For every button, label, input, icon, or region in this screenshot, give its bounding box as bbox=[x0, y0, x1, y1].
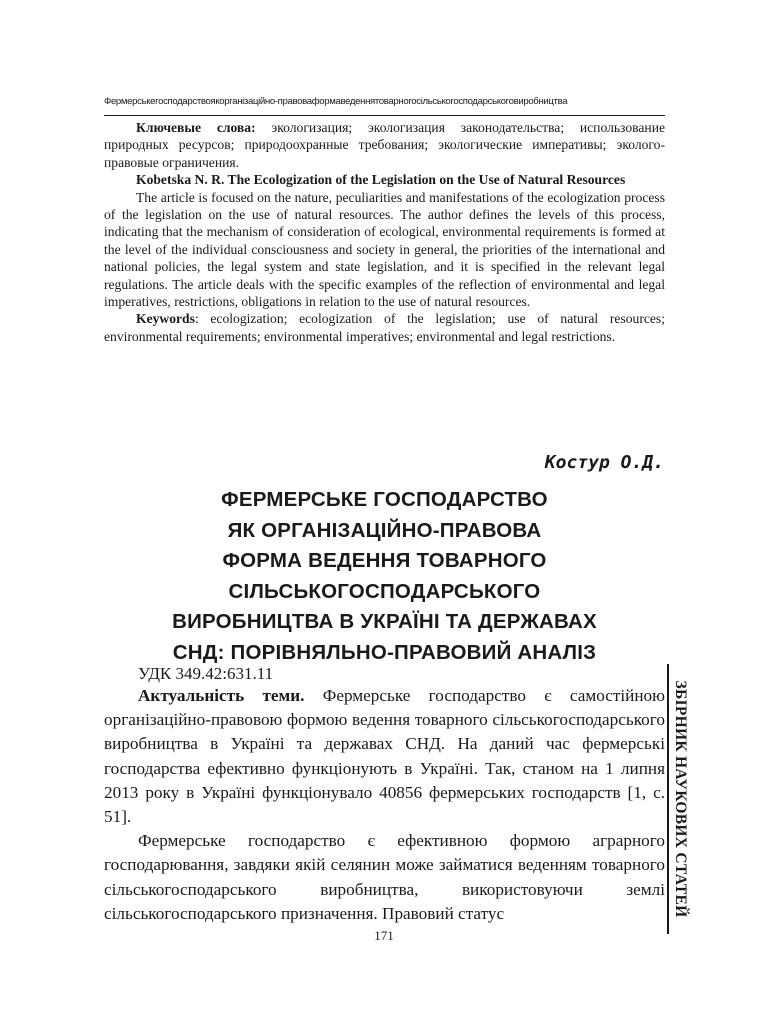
abstract-block bbox=[104, 119, 665, 345]
article-body bbox=[104, 684, 665, 926]
abstract-en-body: The article is focused on the nature, peculiarities and manifestations of the ecologization process of the legislation on the use of natural resources. The author defines the levels of this process, indicating that the mechanism of consideration of ecological, environmental requirements is formed at the level of the individual consciousness and society in general, the priorities of the international and national policies, the legal system and state legislation, and it is specified in the relevant legal regulations. The article deals with the specific examples of the reflection of environmental and legal imperatives, restrictions, obligations in relation to the use of natural resources. bbox=[104, 189, 665, 310]
abstract-ru-keywords bbox=[104, 119, 665, 171]
abstract-en-keywords-text: : ecologization; ecologization of the legislation; use of natural resources; environmental requirements; environmental imperatives; environmental and legal restrictions. bbox=[104, 311, 665, 344]
side-tab-label: ЗБІРНИК НАУКОВИХ СТАТЕЙ bbox=[672, 680, 689, 918]
title-line: ЯК ОРГАНІЗАЦІЙНО-ПРАВОВА bbox=[227, 518, 542, 542]
title-line: СІЛЬСЬКОГОСПОДАРСЬКОГО bbox=[228, 579, 541, 603]
body-paragraph-1 bbox=[104, 684, 665, 829]
title-line: ВИРОБНИЦТВА В УКРАЇНІ ТА ДЕРЖАВАХ bbox=[172, 610, 597, 633]
abstract-en-keywords bbox=[104, 310, 665, 345]
article-title bbox=[104, 485, 665, 668]
title-line: ФОРМА ВЕДЕННЯ ТОВАРНОГО bbox=[222, 549, 547, 572]
abstract-en-heading bbox=[104, 171, 665, 188]
title-line: ФЕРМЕРСЬКЕ ГОСПОДАРСТВО bbox=[221, 488, 548, 511]
abstract-ru-keywords-text: экологизация; экологизация законодательства; использование природных ресурсов; природоохранные требования; экологические императивы; эколого-правовые ограничения. bbox=[104, 120, 665, 170]
topic-relevance-label: Актуальність теми. bbox=[138, 686, 305, 705]
abstract-en-heading-text: Kobetska N. R. The Ecologization of the Legislation on the Use of Natural Resources bbox=[136, 172, 626, 188]
abstract-en-keywords-label: Keywords bbox=[136, 311, 195, 327]
page-number: 171 bbox=[374, 928, 394, 943]
running-header: Фермерськегосподарствоякорганізаційно-правоваформаведеннятоварногосільськогосподарськоговиробництва bbox=[104, 96, 568, 107]
body-paragraph-2: Фермерське господарство є ефективною формою аграрного господарювання, завдяки якій селянин може займатися веденням товарного сільськогосподарського виробництва, використовуючи землі сільськогосподарського призначення. Правовий статус bbox=[104, 831, 665, 923]
udk-code: УДК 349.42:631.11 bbox=[138, 664, 274, 683]
side-tab bbox=[667, 664, 691, 934]
body-paragraph-1-text: Фермерське господарство є самостійною організаційно-правовою формою ведення товарного сільськогосподарського виробництва в Україні та державах СНД. На даний час фермерські господарства ефективно функціонують в Україні. Так, станом на 1 липня 2013 року в Україні функціонувало 40856 фермерських господарств [1, с. 51]. bbox=[104, 686, 665, 827]
header-rule bbox=[104, 115, 665, 116]
article-author: Костур О.Д. bbox=[544, 452, 664, 473]
abstract-ru-keywords-label: Ключевые слова: bbox=[136, 120, 256, 135]
title-line: СНД: ПОРІВНЯЛЬНО-ПРАВОВИЙ АНАЛІЗ bbox=[172, 640, 597, 664]
